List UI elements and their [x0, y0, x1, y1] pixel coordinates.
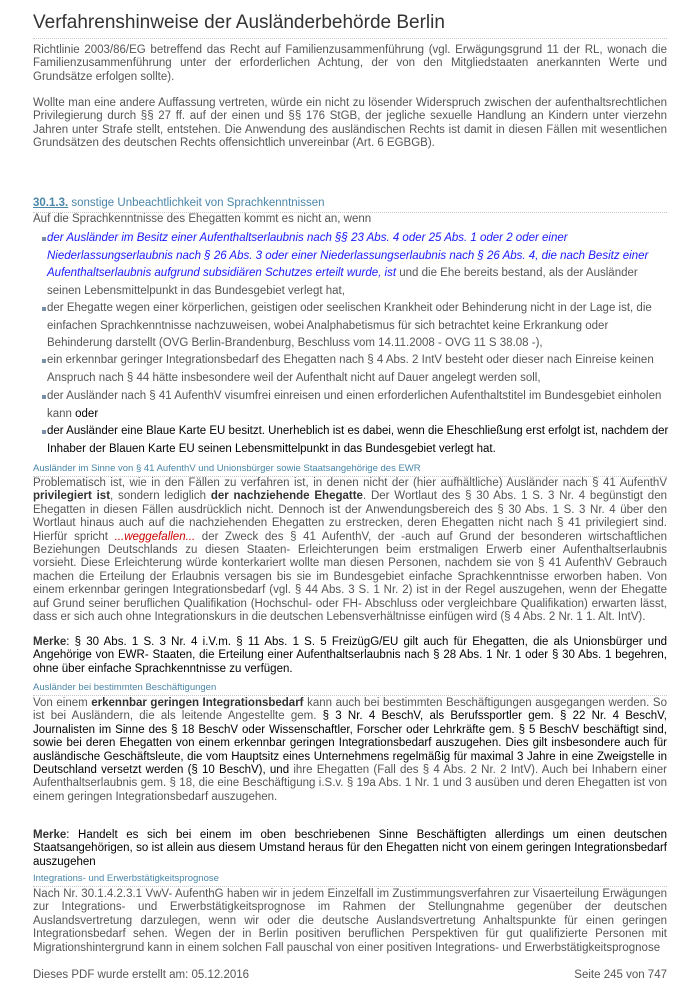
bullet-4-end: oder: [71, 407, 99, 420]
merke-label: Merke: [33, 829, 67, 841]
bullet-marker: [42, 359, 46, 363]
paragraph-prognosis: Nach Nr. 30.1.4.2.3.1 VwV- AufenthG haben wir in jedem Einzelfall im Zustimmungsverfahren zur Visaerteilung Erwägungen zur Integrations- und Erwerbstätigkeitsprognose im Rahmen der Stellungnahme gegenüber der deutschen Auslandsvertretung darzulegen, wenn wir oder die deutsche Auslandsvertretung Anhaltspunkte für einen geringen Integrationsbedarf sehen. Wegen der in Berlin positiven beruflichen Perspektiven für gut qualifizierte Personen mit Migrationshintergrund kann in einem solchen Fall pauschal von einer positiven Integrations- und Erwerbstätigkeitsprognose: [33, 888, 667, 954]
bullet-3-text: ein erkennbar geringer Integrationsbedarf des Ehegatten nach § 4 Abs. 2 IntV besteht oder dieser nach Einreise keinen Anspruch nach § 44 hätte insbesondere weil der Aufenthalt nicht auf Dauer angelegt werden soll,: [47, 354, 654, 384]
section-lead: Auf die Sprachkenntnisse des Ehegatten kommt es nicht an, wenn: [33, 213, 372, 225]
note-employment: Merke: Handelt es sich bei einem im oben beschriebenen Sinne Beschäftigten allerdings um einen deutschen Staatsangehörigen, so ist allein aus diesem Umstand heraus für den Ehegatten nicht von einem geringen Integrationsbedarf auszugehen: [33, 829, 667, 868]
bullet-1-text: und die Ehe bereits bestand, als der Ausländer seinen Lebensmittelpunkt in das Bundesgebiet verlegt hat,: [47, 267, 638, 297]
footer-created-date: Dieses PDF wurde erstellt am: 05.12.2016: [33, 969, 250, 981]
bullet-marker: [42, 395, 46, 399]
bullet-4-text: der Ausländer nach § 41 AufenthV visumfrei einreisen und einen erforderlichen Aufenthaltstitel im Bundesgebiet einholen kann: [47, 390, 662, 420]
paragraph-employment: Von einem erkennbar geringen Integrationsbedarf kann auch bei bestimmten Beschäftigungen ausgegangen werden. So ist bei Ausländern, die als leitende Angestellte gem. § 3 Nr. 4 BeschV, als Berufssportler gem. § 22 Nr. 4 BeschV, Journalisten im Sinne des § 18 BeschV oder Wissenschaftler, Forscher oder Lehrkräfte gem. § 5 BeschV beschäftigt sind, sowie bei deren Ehegatten von einem erkennbar geringen Integrationsbedarf auszugehen. Dies gilt insbesondere auch für ausländische Geschäftsleute, die vom Hauptsitz eines Unternehmens regelmäßig für maximal 3 Jahre in eine Zweigstelle in Deutschland versetzt werden (§ 10 BeschV), und ihre Ehegatten (Fall des § 4 Abs. 2 Nr. 2 IntV). Auch bei Inhabern einer Aufenthaltserlaubnis gem. § 18, die eine Beschäftigung i.S.v. § 19a Abs. 1 Nr. 1 und 3 ausüben und deren Ehegatten ist von einem geringen Integrationsbedarf auszugehen.: [33, 697, 667, 803]
list-item: [47, 388, 669, 423]
paragraph-eu-citizens: Problematisch ist, wie in den Fällen zu verfahren ist, in denen nicht der (hier aufhältliche) Ausländer nach § 41 AufenthV privilegiert ist, sondern lediglich der nachziehende Ehegatte. Der Wortlaut des § 30 Abs. 1 S. 3 Nr. 4 begünstigt den Ehegatten in diesen Fällen ausdrücklich nicht. Dennoch ist der Anwendungsbereich des § 30 Abs. 1 S. 3 Nr. 4 über den Wortlaut hinaus auch auf die nachziehenden Ehegatten zu erstrecken, deren Ehegatten nicht nach § 41 privilegiert sind. Hierfür spricht ...weggefallen... der Zweck des § 41 AufenthV, der -auch auf Grund der besonderen wirtschaftlichen Beziehungen Deutschlands zu diesen Staaten- Erleichterungen beim erstmaligen Erwerb einer Aufenthaltserlaubnis vorsieht. Diese Erleichterung würde konterkariert wollte man diesen Personen, nachdem sie von § 41 AufenthV Gebrauch machen die Erteilung der Erlaubnis versagen bis sie im Bundesgebiet einfache Sprachkenntnisse erworben haben. Von einem erkennbar geringen Integrationsbedarf (vgl. § 44 Abs. 3 S. 1 Nr. 2) ist in der Regel auszugehen, wenn der Ehegatte auf Grund seiner beruflichen Qualifikation (Hochschul- oder FH- Abschluss oder vergleichbare Qualifikation) erwarten lässt, dass er sich auch ohne Integrationskurs in die deutschen Lebensverhältnisse einfügen wird (§ 4 Abs. 2 Nr. 1 1. Alt. IntV).: [33, 477, 667, 624]
bullet-marker: [42, 430, 46, 434]
bullet-2-text: der Ehegatte wegen einer körperlichen, geistigen oder seelischen Krankheit oder Behinderung nicht in der Lage ist, die einfachen Sprachkenntnisse nachzuweisen, wobei Analphabetismus für sich betrachtet keine Erkrankung oder Behinderung darstellt (OVG Berlin-Brandenburg, Beschluss vom 14.11.2008 - OVG 11 S 38.08 -),: [47, 302, 652, 349]
bullet-5-text: der Ausländer eine Blaue Karte EU besitzt. Unerheblich ist es dabei, wenn die Eheschließung erst erfolgt ist, nachdem der Inhaber der Blauen Karte EU seinen Lebensmittelpunkt in das Bundesgebiet verlegt hat.: [47, 425, 669, 455]
footer-page-number: Seite 245 von 747: [574, 969, 667, 981]
list-item: [47, 352, 669, 387]
bullet-marker: [42, 307, 46, 311]
note-eu-citizens: Merke: § 30 Abs. 1 S. 3 Nr. 4 i.V.m. § 11 Abs. 1 S. 5 FreizügG/EU gilt auch für Ehegatten, die als Unionsbürger und Angehörige von EWR- Staaten, die Erteilung einer Aufenthaltserlaubnis nach § 28 Abs. 1 Nr. 1 oder § 30 Abs. 1 begehren, ohne über einfache Sprachkenntnisse zu verfügen.: [33, 636, 667, 675]
bullet-marker: [42, 237, 46, 241]
section-heading: [33, 196, 667, 213]
subheading-employment: Ausländer bei bestimmten Beschäftigungen: [33, 682, 667, 696]
bullet-1-highlight: der Ausländer im Besitz einer Aufenthaltserlaubnis nach §§ 23 Abs. 4 oder 25 Abs. 1 oder 2 oder einer Niederlassungserlaubnis nach § 26 Abs. 3 oder einer Niederlassungserlaubnis nach § 26 Abs. 4, die nach Besitz einer Aufenthaltserlaubnis aufgrund subsidiären Schutzes erteilt wurde, ist: [47, 232, 649, 279]
section-title: sonstige Unbeachtlichkeit von Sprachkenntnissen: [68, 197, 325, 209]
page-title: Verfahrenshinweise der Ausländerbehörde Berlin: [33, 11, 667, 39]
intro-paragraph-1: Richtlinie 2003/86/EG betreffend das Recht auf Familienzusammenführung (vgl. Erwägungsgrund 11 der RL, wonach die Familienzusammenführung unter der erforderlichen Achtung, der von den Mitgliedstaaten anerkannten Werte und Grundsätze erfolgen sollte).: [33, 44, 667, 83]
list-item: [47, 230, 669, 300]
subheading-eu-citizens: Ausländer im Sinne von § 41 AufenthV und Unionsbürger sowie Staatsangehörige des EWR: [33, 463, 667, 477]
section-number[interactable]: 30.1.3.: [33, 197, 69, 209]
subheading-prognosis: Integrations- und Erwerbstätigkeitsprognose: [33, 873, 667, 887]
list-item: [47, 300, 669, 353]
merke-label: Merke: [33, 636, 67, 648]
list-item: [47, 423, 669, 458]
intro-paragraph-2: Wollte man eine andere Auffassung vertreten, würde ein nicht zu lösender Widerspruch zwischen der aufenthaltsrechtlichen Privilegierung durch §§ 27 ff. auf der einen und §§ 176 StGB, der jegliche sexuelle Handlung an Kindern unter vierzehn Jahren unter Strafe stellt, entstehen. Die Anwendung des ausländischen Rechts ist damit in diesen Fällen mit wesentlichen Grundsätzen des deutschen Rechts offensichtlich unvereinbar (Art. 6 EGBGB).: [33, 97, 667, 150]
